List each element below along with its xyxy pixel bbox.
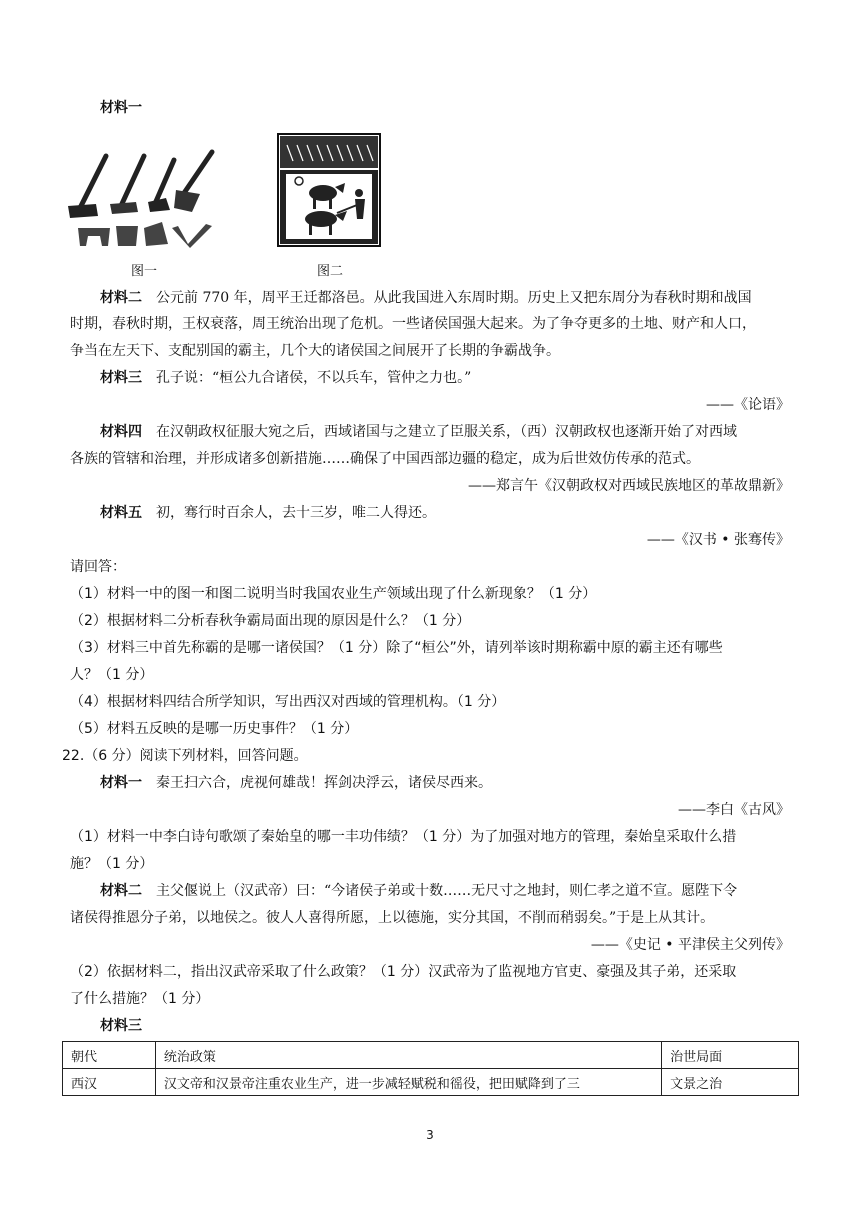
material-5-line [100,503,436,523]
figure-2-caption: 图二 [317,264,344,279]
iron-tools-figure [66,146,220,248]
material-3-label: 材料三 [100,370,142,386]
material-1-label: 材料一 [100,100,142,116]
material-4-source: ——郑言午《汉朝政权对西域民族地区的革故鼎新》 [468,478,790,494]
material-2-label: 材料二 [100,290,142,306]
table-cell-situation: 文景之治 [662,1069,799,1096]
table-header-policy: 统治政策 [155,1042,661,1069]
material-3-text: 孔子说：“桓公九合诸侯，不以兵车，管仲之力也。” [156,370,472,386]
question-1: （1）材料一中的图一和图二说明当时我国农业生产领域出现了什么新现象？（1 分） [70,586,597,602]
material-3-line [100,368,471,388]
q22-material-1-source: ——李白《古风》 [678,802,790,818]
q22-material-1-text: 秦王扫六合，虎视何雄哉！挥剑决浮云，诸侯尽西来。 [156,775,492,791]
q22-question-1-line-2: 施？（1 分） [70,856,154,872]
q22-material-2-line-1 [100,881,737,901]
q22-question-1-line-1: （1）材料一中李白诗句歌颂了秦始皇的哪一丰功伟绩？（1 分）为了加强对地方的管理，秦始皇采取什么措 [70,829,737,845]
q22-material-1-line [100,773,492,793]
material-4-line-2: 各族的管辖和治理，并形成诸多创新措施……确保了中国西部边疆的稳定，成为后世效仿传承的范式。 [70,451,700,467]
questions-intro: 请回答： [70,559,126,575]
material-5-label: 材料五 [100,505,142,521]
table-header-row [63,1042,799,1069]
table-header-situation: 治世局面 [662,1042,799,1069]
material-2-text-1: 公元前 770 年，周平王迁都洛邑。从此我国进入东周时期。历史上又把东周分为春秋时期和战国 [156,290,752,306]
q22-question-2-line-1: （2）依据材料二，指出汉武帝采取了什么政策？（1 分）汉武帝为了监视地方官吏、豪强及其子弟，还采取 [70,964,737,980]
table-header-dynasty: 朝代 [63,1042,156,1069]
q22-material-3-label: 材料三 [100,1018,142,1034]
figure-1-caption: 图一 [131,264,158,279]
q22-material-1-label: 材料一 [100,775,142,791]
q22-material-2-line-2: 诸侯得推恩分子弟，以地侯之。彼人人喜得所愿，上以德施，实分其国，不削而稍弱矣。”于是上从其计。 [70,910,715,926]
q22-question-2-line-2: 了什么措施？（1 分） [70,991,210,1007]
question-3-line-2: 人？（1 分） [70,667,154,683]
question-22-heading: 22.（6 分）阅读下列材料，回答问题。 [62,748,308,764]
material-2-line-3: 争当在左天下、支配别国的霸主，几个大的诸侯国之间展开了长期的争霸战争。 [70,343,560,359]
question-5: （5）材料五反映的是哪一历史事件？（1 分） [70,721,359,737]
question-2: （2）根据材料二分析春秋争霸局面出现的原因是什么？（1 分） [70,613,471,629]
material-2-line-2: 时期，春秋时期，王权衰落，周王统治出现了危机。一些诸侯国强大起来。为了争夺更多的土地、财产和人口， [70,316,756,332]
table-cell-policy: 汉文帝和汉景帝注重农业生产，进一步减轻赋税和徭役，把田赋降到了三 [155,1069,661,1096]
table-cell-dynasty: 西汉 [63,1069,156,1096]
material-2-line-1 [100,288,752,308]
question-4: （4）根据材料四结合所学知识，写出西汉对西域的管理机构。（1 分） [70,694,506,710]
page-number: 3 [426,1128,434,1142]
question-3-line-1: （3）材料三中首先称霸的是哪一诸侯国？（1 分）除了“桓公”外，请列举该时期称霸中原的霸主还有哪些 [70,640,723,656]
governance-table [62,1041,799,1096]
ox-plowing-figure [277,133,381,247]
material-4-label: 材料四 [100,424,142,440]
material-4-line-1 [100,422,737,442]
q22-material-2-source: ——《史记 • 平津侯主父列传》 [590,937,790,953]
material-3-source: ——《论语》 [706,397,790,413]
material-4-text-1: 在汉朝政权征服大宛之后，西域诸国与之建立了臣服关系，（西）汉朝政权也逐渐开始了对西域 [156,424,737,440]
q22-material-2-label: 材料二 [100,883,142,899]
q22-material-2-text-1: 主父偃说上（汉武帝）曰：“今诸侯子弟或十数……无尺寸之地封，则仁孝之道不宣。愿陛下令 [156,883,738,899]
material-5-text: 初，骞行时百余人，去十三岁，唯二人得还。 [156,505,436,521]
material-5-source: ——《汉书 • 张骞传》 [646,532,790,548]
table-row [63,1069,799,1096]
